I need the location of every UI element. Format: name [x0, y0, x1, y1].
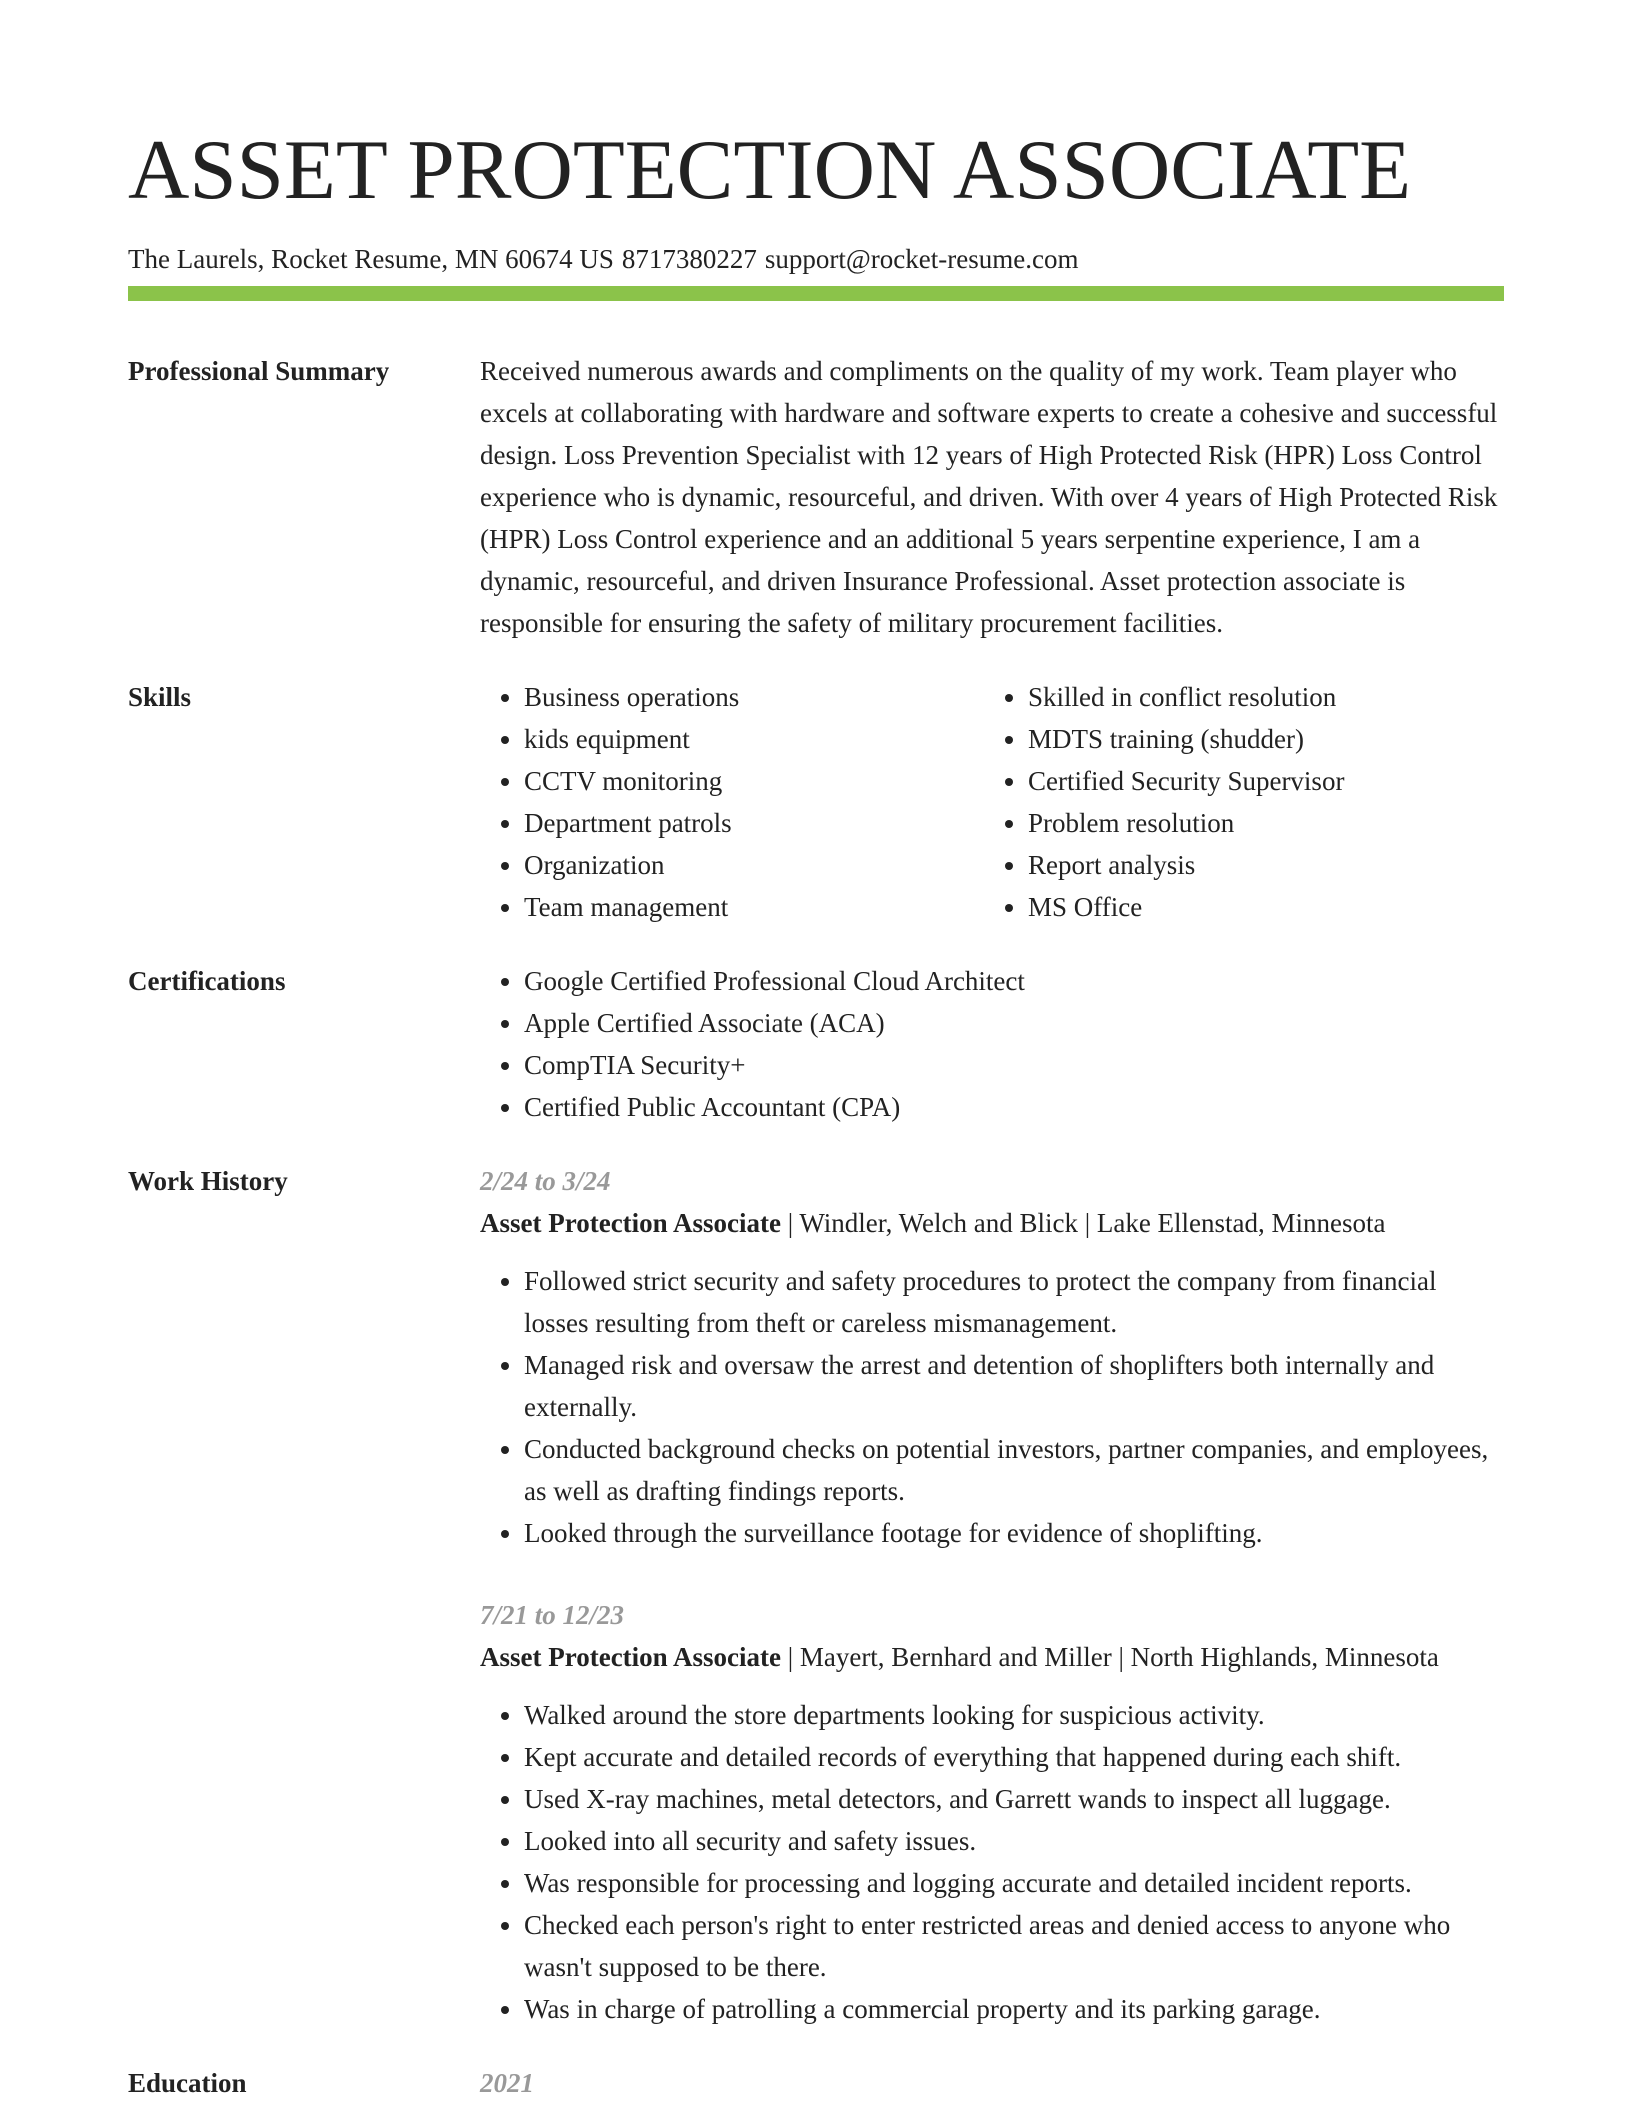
job-entry [480, 1160, 1504, 1554]
job-bullets [480, 1694, 1504, 2030]
contact-phone: 8717380227 [621, 244, 757, 274]
skill-item: • Problem resolution [1028, 802, 1488, 844]
job-details: | Windler, Welch and Blick | Lake Ellenstad, Minnesota [787, 1208, 1386, 1238]
skill-item: • Business operations [524, 676, 984, 718]
work-history-heading: Work History [128, 1166, 288, 1196]
summary-text: Received numerous awards and compliments on the quality of my work. Team player who excels at collaborating with hardware and software experts to create a cohesive and successful design. Loss Prevention Specialist with 12 years of High Protected Risk (HPR) Loss Control experience who is dynamic, resourceful, and driven. With over 4 years of High Protected Risk (HPR) Loss Control experience and an additional 5 years serpentine experience, I am a dynamic, resourceful, and driven Insurance Professional. Asset protection associate is responsible for ensuring the safety of military procurement facilities. [480, 356, 1498, 638]
job-bullet: • Was responsible for processing and logging accurate and detailed incident reports. [524, 1862, 1504, 1904]
certification-item: • CompTIA Security+ [524, 1044, 1504, 1086]
skill-item: • MDTS training (shudder) [1028, 718, 1488, 760]
skill-item: • Certified Security Supervisor [1028, 760, 1488, 802]
job-bullet: • Managed risk and oversaw the arrest and detention of shoplifters both internally and externally. [524, 1344, 1504, 1428]
skill-item: • kids equipment [524, 718, 984, 760]
skill-item: • Skilled in conflict resolution [1028, 676, 1488, 718]
job-bullet: • Followed strict security and safety procedures to protect the company from financial losses resulting from theft or careless mismanagement. [524, 1260, 1504, 1344]
job-dates: 2/24 to 3/24 [480, 1166, 611, 1196]
job-entry [480, 1594, 1504, 2030]
skill-item: • MS Office [1028, 886, 1488, 928]
job-bullet: • Conducted background checks on potential investors, partner companies, and employees, as well as drafting findings reports. [524, 1428, 1504, 1512]
job-title-line [480, 1202, 1504, 1244]
skill-item: • CCTV monitoring [524, 760, 984, 802]
skills-column-right [984, 676, 1488, 928]
education-section [128, 2062, 1504, 2104]
contact-line [128, 242, 1504, 276]
contact-email: support@rocket-resume.com [764, 244, 1079, 274]
certifications-heading: Certifications [128, 966, 286, 996]
job-bullet: • Looked through the surveillance footage for evidence of shoplifting. [524, 1512, 1504, 1554]
education-dates: 2021 [480, 2068, 534, 2098]
certification-item: • Apple Certified Associate (ACA) [524, 1002, 1504, 1044]
skills-section [128, 676, 1504, 928]
summary-heading: Professional Summary [128, 356, 390, 386]
job-bullet: • Looked into all security and safety issues. [524, 1820, 1504, 1862]
resume-header [128, 110, 1504, 276]
skill-item: • Report analysis [1028, 844, 1488, 886]
certifications-list [480, 960, 1504, 1128]
skill-item: • Organization [524, 844, 984, 886]
certifications-section [128, 960, 1504, 1128]
certification-item: • Google Certified Professional Cloud Architect [524, 960, 1504, 1002]
contact-address: The Laurels, Rocket Resume, MN 60674 US [128, 244, 614, 274]
candidate-name: ASSET PROTECTION ASSOCIATE [128, 123, 1412, 217]
job-bullet: • Used X-ray machines, metal detectors, and Garrett wands to inspect all luggage. [524, 1778, 1504, 1820]
job-bullet: • Kept accurate and detailed records of everything that happened during each shift. [524, 1736, 1504, 1778]
skills-column-left [480, 676, 984, 928]
skill-item: • Team management [524, 886, 984, 928]
certification-item: • Certified Public Accountant (CPA) [524, 1086, 1504, 1128]
skill-item: • Department patrols [524, 802, 984, 844]
education-heading: Education [128, 2068, 247, 2098]
job-title-line [480, 1636, 1504, 1678]
skills-heading: Skills [128, 682, 192, 712]
job-bullet: • Walked around the store departments looking for suspicious activity. [524, 1694, 1504, 1736]
skills-grid [480, 676, 1504, 928]
resume-content [128, 350, 1504, 2104]
job-bullets [480, 1260, 1504, 1554]
work-history-section [128, 1160, 1504, 2030]
header-divider [128, 286, 1504, 301]
job-details: | Mayert, Bernhard and Miller | North Highlands, Minnesota [787, 1642, 1439, 1672]
job-bullet: • Checked each person's right to enter restricted areas and denied access to anyone who wasn't supposed to be there. [524, 1904, 1504, 1988]
job-title: Asset Protection Associate [480, 1642, 781, 1672]
job-title: Asset Protection Associate [480, 1208, 781, 1238]
job-bullet: • Was in charge of patrolling a commercial property and its parking garage. [524, 1988, 1504, 2030]
job-dates: 7/21 to 12/23 [480, 1600, 625, 1630]
summary-section [128, 350, 1504, 644]
